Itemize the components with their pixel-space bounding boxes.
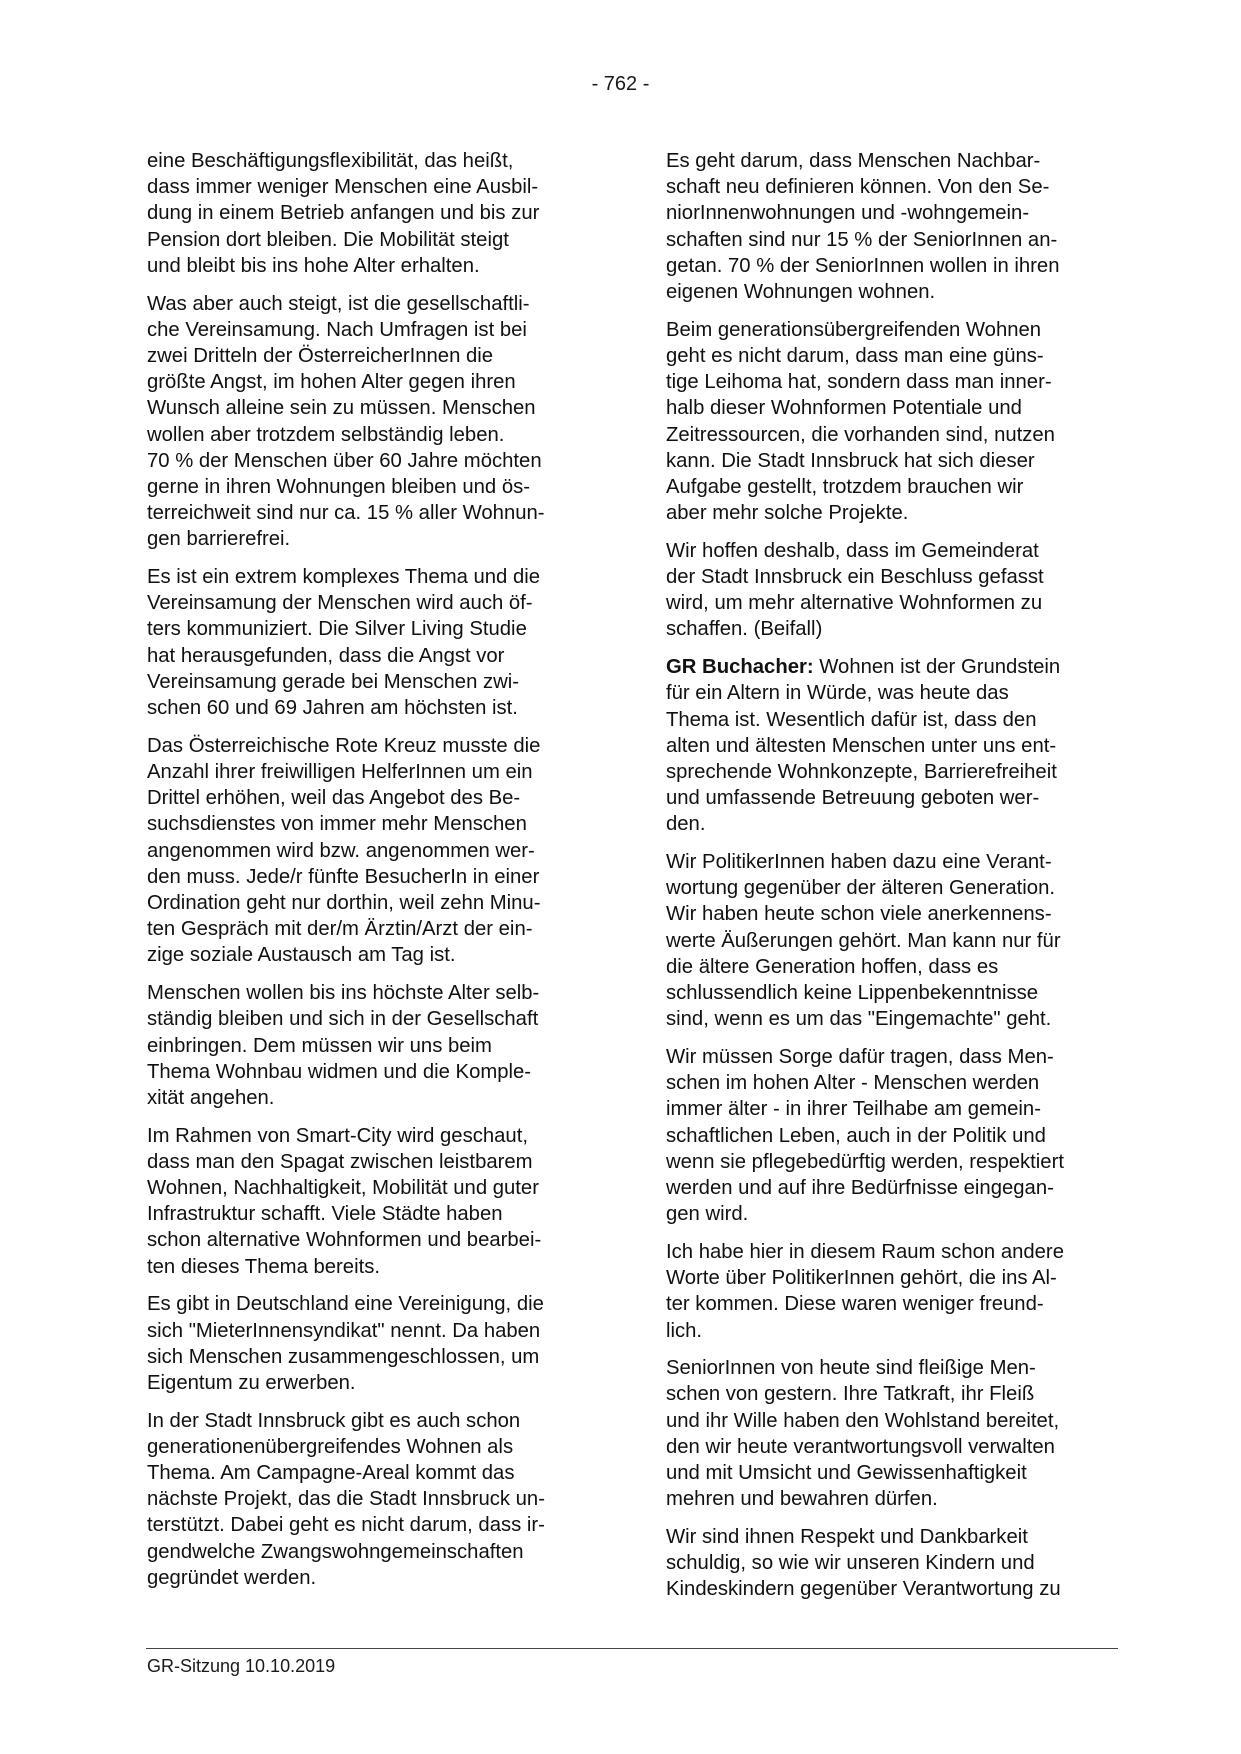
paragraph-line: Das Österreichische Rote Kreuz musste die bbox=[147, 734, 541, 757]
paragraph-line: Wohnen, Nachhaltigkeit, Mobilität und guter bbox=[147, 1177, 539, 1200]
paragraph-line: den. bbox=[666, 813, 706, 836]
paragraph-line: Ich habe hier in diesem Raum schon andere bbox=[666, 1240, 1064, 1263]
paragraph-line: Es geht darum, dass Menschen Nachbar- bbox=[666, 150, 1041, 172]
paragraph-line: Es ist ein extrem komplexes Thema und die bbox=[147, 566, 541, 589]
paragraph-line: schen von gestern. Ihre Tatkraft, ihr Fleiß bbox=[666, 1383, 1035, 1406]
paragraph-line: niorInnenwohnungen und -wohngemein- bbox=[666, 202, 1030, 225]
paragraph-line: ter kommen. Diese waren weniger freund- bbox=[666, 1293, 1044, 1316]
paragraph-line: schen im hohen Alter - Menschen werden bbox=[666, 1072, 1040, 1095]
paragraph-line: Infrastruktur schafft. Viele Städte haben bbox=[147, 1203, 503, 1226]
paragraph-line: der Stadt Innsbruck ein Beschluss gefasst bbox=[666, 566, 1044, 589]
paragraph-line: mehren und bewahren dürfen. bbox=[666, 1488, 938, 1511]
paragraph-line: Ordination geht nur dorthin, weil zehn Minu- bbox=[147, 891, 541, 914]
paragraph-line: nächste Projekt, das die Stadt Innsbruck un- bbox=[147, 1488, 545, 1511]
paragraph bbox=[666, 1524, 1116, 1603]
paragraph-line: terstützt. Dabei geht es nicht darum, dass ir- bbox=[147, 1514, 545, 1537]
paragraph-line: kann. Die Stadt Innsbruck hat sich dieser bbox=[666, 449, 1035, 472]
paragraph-line: einbringen. Dem müssen wir uns beim bbox=[147, 1034, 492, 1057]
paragraph-line: Anzahl ihrer freiwilligen HelferInnen um ein bbox=[147, 760, 533, 783]
paragraph bbox=[666, 849, 1116, 1032]
paragraph-line: und umfassende Betreuung geboten wer- bbox=[666, 787, 1040, 810]
paragraph-line: Wir sind ihnen Respekt und Dankbarkeit bbox=[666, 1525, 1028, 1548]
right-text-column bbox=[666, 148, 1116, 1614]
paragraph bbox=[147, 291, 597, 553]
paragraph-line: immer älter - in ihrer Teilhabe am gemein- bbox=[666, 1098, 1041, 1121]
paragraph-line: sind, wenn es um das "Eingemachte" geht. bbox=[666, 1008, 1052, 1031]
paragraph-line: Was aber auch steigt, ist die gesellschaftli- bbox=[147, 292, 530, 315]
paragraph-line: Aufgabe gestellt, trotzdem brauchen wir bbox=[666, 475, 1024, 498]
paragraph-line: wenn sie pflegebedürftig werden, respektiert bbox=[666, 1150, 1064, 1173]
paragraph-line: schuldig, so wie wir unseren Kindern und bbox=[666, 1552, 1035, 1575]
paragraph-line: lich. bbox=[666, 1319, 703, 1342]
paragraph-line: eigenen Wohnungen wohnen. bbox=[666, 281, 936, 304]
paragraph-line: den wir heute verantwortungsvoll verwalten bbox=[666, 1435, 1055, 1458]
paragraph bbox=[147, 1408, 597, 1591]
paragraph-line: sich "MieterInnensyndikat" nennt. Da haben bbox=[147, 1319, 541, 1342]
paragraph-line: Im Rahmen von Smart-City wird geschaut, bbox=[147, 1124, 528, 1147]
paragraph-line: Wunsch alleine sein zu müssen. Menschen bbox=[147, 397, 536, 420]
left-text-column bbox=[147, 148, 597, 1603]
speaker-text: Wohnen ist der Grundstein bbox=[813, 656, 1061, 679]
paragraph-line: SeniorInnen von heute sind fleißige Men- bbox=[666, 1357, 1036, 1380]
paragraph-line: und ihr Wille haben den Wohlstand bereitet, bbox=[666, 1409, 1060, 1432]
paragraph-line: die ältere Generation hoffen, dass es bbox=[666, 955, 999, 978]
paragraph-line: sich Menschen zusammengeschlossen, um bbox=[147, 1345, 540, 1368]
paragraph-line: gegründet werden. bbox=[147, 1566, 317, 1589]
paragraph-line: terreichweit sind nur ca. 15 % aller Wohnun- bbox=[147, 502, 545, 525]
speaker-name: GR Buchacher: bbox=[666, 656, 814, 679]
paragraph-line: ten Gespräch mit der/m Ärztin/Arzt der ein- bbox=[147, 918, 533, 941]
paragraph-line: werden und auf ihre Bedürfnisse eingegan- bbox=[666, 1177, 1054, 1200]
paragraph-line: eine Beschäftigungsflexibilität, das heißt, bbox=[147, 150, 514, 172]
paragraph-line: Zeitressourcen, die vorhanden sind, nutzen bbox=[666, 423, 1055, 446]
paragraph-line: Thema. Am Campagne-Areal kommt das bbox=[147, 1462, 515, 1485]
paragraph bbox=[666, 1044, 1116, 1227]
paragraph-line: hat herausgefunden, dass die Angst vor bbox=[147, 644, 505, 667]
paragraph-line: Wir hoffen deshalb, dass im Gemeinderat bbox=[666, 539, 1039, 562]
paragraph-line: schen 60 und 69 Jahren am höchsten ist. bbox=[147, 697, 518, 720]
paragraph-line: aber mehr solche Projekte. bbox=[666, 502, 909, 525]
paragraph bbox=[666, 148, 1116, 305]
paragraph-line: angenommen wird bzw. angenommen wer- bbox=[147, 839, 535, 862]
paragraph-line: In der Stadt Innsbruck gibt es auch schon bbox=[147, 1409, 521, 1432]
paragraph bbox=[147, 1123, 597, 1280]
paragraph-line: 70 % der Menschen über 60 Jahre möchten bbox=[147, 449, 542, 472]
paragraph bbox=[666, 538, 1116, 643]
paragraph bbox=[147, 733, 597, 969]
paragraph bbox=[147, 980, 597, 1111]
page-number: - 762 - bbox=[591, 73, 650, 95]
paragraph-line: gendwelche Zwangswohngemeinschaften bbox=[147, 1540, 524, 1563]
paragraph-line: generationenübergreifendes Wohnen als bbox=[147, 1435, 514, 1458]
paragraph-line: wird, um mehr alternative Wohnformen zu bbox=[666, 592, 1043, 615]
footer-session-date: GR-Sitzung 10.10.2019 bbox=[147, 1656, 336, 1676]
paragraph-line: Vereinsamung der Menschen wird auch öf- bbox=[147, 592, 533, 615]
paragraph-line: für ein Altern in Würde, was heute das bbox=[666, 682, 1009, 705]
paragraph-line: werte Äußerungen gehört. Man kann nur für bbox=[666, 929, 1061, 952]
paragraph-line: ters kommuniziert. Die Silver Living Studie bbox=[147, 618, 527, 641]
paragraph-line: xität angehen. bbox=[147, 1086, 275, 1109]
paragraph-line: gen wird. bbox=[666, 1203, 749, 1226]
paragraph-line: dass immer weniger Menschen eine Ausbil- bbox=[147, 176, 539, 199]
paragraph-line: und mit Umsicht und Gewissenhaftigkeit bbox=[666, 1462, 1027, 1485]
paragraph-line: schon alternative Wohnformen und bearbei- bbox=[147, 1229, 542, 1252]
paragraph bbox=[666, 317, 1116, 527]
paragraph-line: Es gibt in Deutschland eine Vereinigung, die bbox=[147, 1293, 544, 1316]
paragraph-line: schaften sind nur 15 % der SeniorInnen an- bbox=[666, 228, 1058, 251]
paragraph-line: gerne in ihren Wohnungen bleiben und ös- bbox=[147, 475, 530, 498]
paragraph-line: Pension dort bleiben. Die Mobilität steigt bbox=[147, 228, 509, 251]
paragraph-line: Eigentum zu erwerben. bbox=[147, 1371, 356, 1394]
paragraph-line bbox=[666, 654, 1116, 680]
paragraph-line: Kindeskindern gegenüber Verantwortung zu bbox=[666, 1578, 1061, 1601]
paragraph-line: schaft neu definieren können. Von den Se- bbox=[666, 176, 1050, 199]
paragraph-line: Thema Wohnbau widmen und die Komple- bbox=[147, 1060, 532, 1083]
paragraph bbox=[666, 654, 1116, 837]
paragraph-line: gen barrierefrei. bbox=[147, 528, 291, 551]
paragraph-line: Menschen wollen bis ins höchste Alter selb- bbox=[147, 982, 540, 1005]
paragraph-line: Wir müssen Sorge dafür tragen, dass Men- bbox=[666, 1046, 1054, 1068]
paragraph-line: sprechende Wohnkonzepte, Barrierefreiheit bbox=[666, 760, 1057, 783]
paragraph bbox=[666, 1239, 1116, 1344]
paragraph-line: Worte über PolitikerInnen gehört, die ins Al- bbox=[666, 1267, 1057, 1290]
paragraph-line: ten dieses Thema bereits. bbox=[147, 1255, 380, 1278]
paragraph-line: schlussendlich keine Lippenbekenntnisse bbox=[666, 982, 1039, 1005]
paragraph-line: getan. 70 % der SeniorInnen wollen in ihren bbox=[666, 254, 1060, 277]
paragraph-line: dass man den Spagat zwischen leistbarem bbox=[147, 1150, 533, 1173]
paragraph-line: den muss. Jede/r fünfte BesucherIn in einer bbox=[147, 865, 540, 888]
paragraph-line: suchsdienstes von immer mehr Menschen bbox=[147, 813, 527, 836]
paragraph bbox=[147, 564, 597, 721]
paragraph-line: Wir PolitikerInnen haben dazu eine Verant- bbox=[666, 851, 1052, 874]
paragraph bbox=[147, 148, 597, 279]
paragraph-line: schaftlichen Leben, auch in der Politik und bbox=[666, 1124, 1046, 1147]
paragraph-line: Vereinsamung gerade bei Menschen zwi- bbox=[147, 670, 520, 693]
paragraph-line: Wir haben heute schon viele anerkennens- bbox=[666, 903, 1052, 926]
paragraph-line: wollen aber trotzdem selbständig leben. bbox=[147, 423, 505, 446]
paragraph-line: zwei Dritteln der ÖsterreicherInnen die bbox=[147, 344, 494, 367]
paragraph-line: größte Angst, im hohen Alter gegen ihren bbox=[147, 371, 516, 394]
paragraph-line: zige soziale Austausch am Tag ist. bbox=[147, 944, 456, 967]
paragraph-line: geht es nicht darum, dass man eine güns- bbox=[666, 344, 1044, 367]
paragraph-line: Drittel erhöhen, weil das Angebot des Be- bbox=[147, 787, 521, 810]
paragraph-line: dung in einem Betrieb anfangen und bis zur bbox=[147, 202, 540, 225]
paragraph-line: tige Leihoma hat, sondern dass man inner- bbox=[666, 371, 1052, 394]
paragraph-line: che Vereinsamung. Nach Umfragen ist bei bbox=[147, 318, 527, 341]
paragraph-line: ständig bleiben und sich in der Gesellschaft bbox=[147, 1008, 539, 1031]
paragraph-line: alten und ältesten Menschen unter uns ent- bbox=[666, 734, 1057, 757]
paragraph bbox=[666, 1355, 1116, 1512]
paragraph-line: und bleibt bis ins hohe Alter erhalten. bbox=[147, 254, 480, 277]
paragraph-line: halb dieser Wohnformen Potentiale und bbox=[666, 397, 1022, 420]
paragraph-line: wortung gegenüber der älteren Generation. bbox=[666, 877, 1055, 900]
paragraph-line: Thema ist. Wesentlich dafür ist, dass den bbox=[666, 708, 1037, 731]
paragraph bbox=[147, 1291, 597, 1396]
paragraph-line: schaffen. (Beifall) bbox=[666, 618, 823, 641]
footer-divider bbox=[146, 1648, 1118, 1649]
paragraph-line: Beim generationsübergreifenden Wohnen bbox=[666, 318, 1042, 341]
